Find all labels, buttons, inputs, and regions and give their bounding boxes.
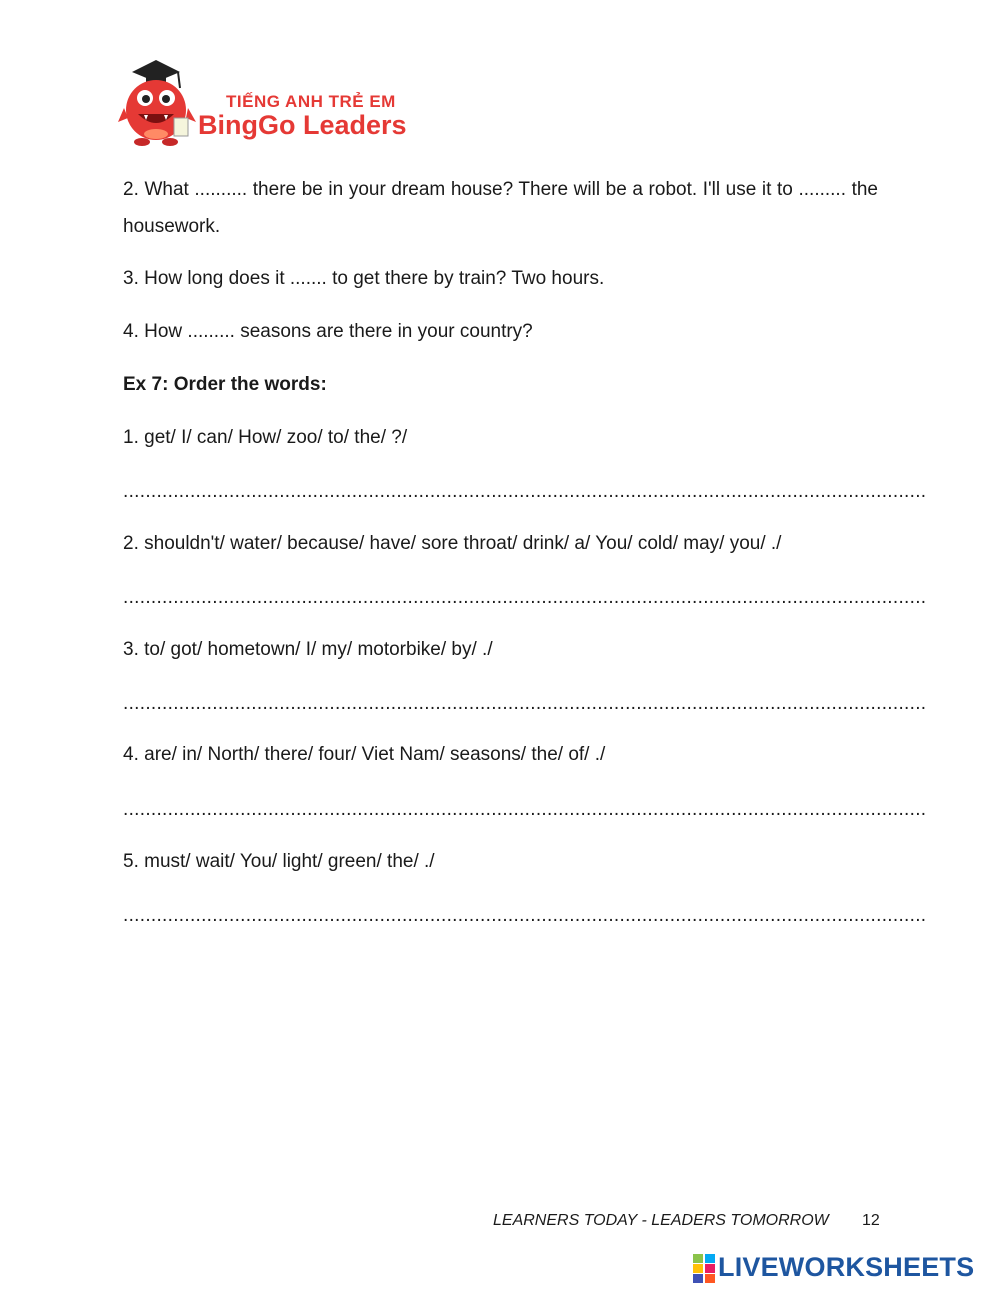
page-number: 12 — [862, 1212, 880, 1229]
liveworksheets-watermark[interactable]: LIVEWORKSHEETS — [718, 1252, 975, 1282]
exercise-item-1-prompt: 1. get/ I/ can/ How/ zoo/ to/ the/ ?/ — [123, 427, 408, 448]
exercise-item-3-prompt: 3. to/ got/ hometown/ I/ my/ motorbike/ by/ ./ — [123, 639, 493, 660]
brand-tagline: TIẾNG ANH TRẺ EM — [226, 92, 396, 111]
question-2 — [123, 171, 878, 245]
exercise-item-4-prompt: 4. are/ in/ North/ there/ four/ Viet Nam/ seasons/ the/ of/ ./ — [123, 744, 606, 765]
exercise-item-2-answer-line[interactable]: ................................................................................................................................................ — [123, 587, 927, 608]
exercise-item-2-prompt: 2. shouldn't/ water/ because/ have/ sore throat/ drink/ a/ You/ cold/ may/ you/ ./ — [123, 533, 782, 554]
footer-slogan: LEARNERS TODAY - LEADERS TOMORROW — [493, 1212, 829, 1229]
exercise-item-3-answer-line[interactable]: ................................................................................................................................................ — [123, 693, 927, 714]
brand-logo — [118, 58, 438, 150]
exercise-item-5-answer-line[interactable]: ................................................................................................................................................ — [123, 905, 927, 926]
monster-mascot-icon — [118, 58, 198, 150]
liveworksheets-logo-icon — [693, 1254, 715, 1284]
question-2-line-2: to ......... the housework. — [123, 179, 879, 237]
exercise-item-5-prompt: 5. must/ wait/ You/ light/ green/ the/ ./ — [123, 851, 435, 872]
question-4: 4. How ......... seasons are there in your country? — [123, 321, 533, 342]
exercise-item-4-answer-line[interactable]: ................................................................................................................................................ — [123, 799, 927, 820]
exercise-item-1-answer-line[interactable]: ................................................................................................................................................ — [123, 481, 927, 502]
exercise-title: Ex 7: Order the words: — [123, 374, 327, 395]
question-2-line-1: 2. What .......... there be in your dream house? There will be a robot. I'll use it — [123, 179, 772, 200]
question-3: 3. How long does it ....... to get there by train? Two hours. — [123, 268, 605, 289]
brand-name: BingGo Leaders — [198, 110, 407, 140]
